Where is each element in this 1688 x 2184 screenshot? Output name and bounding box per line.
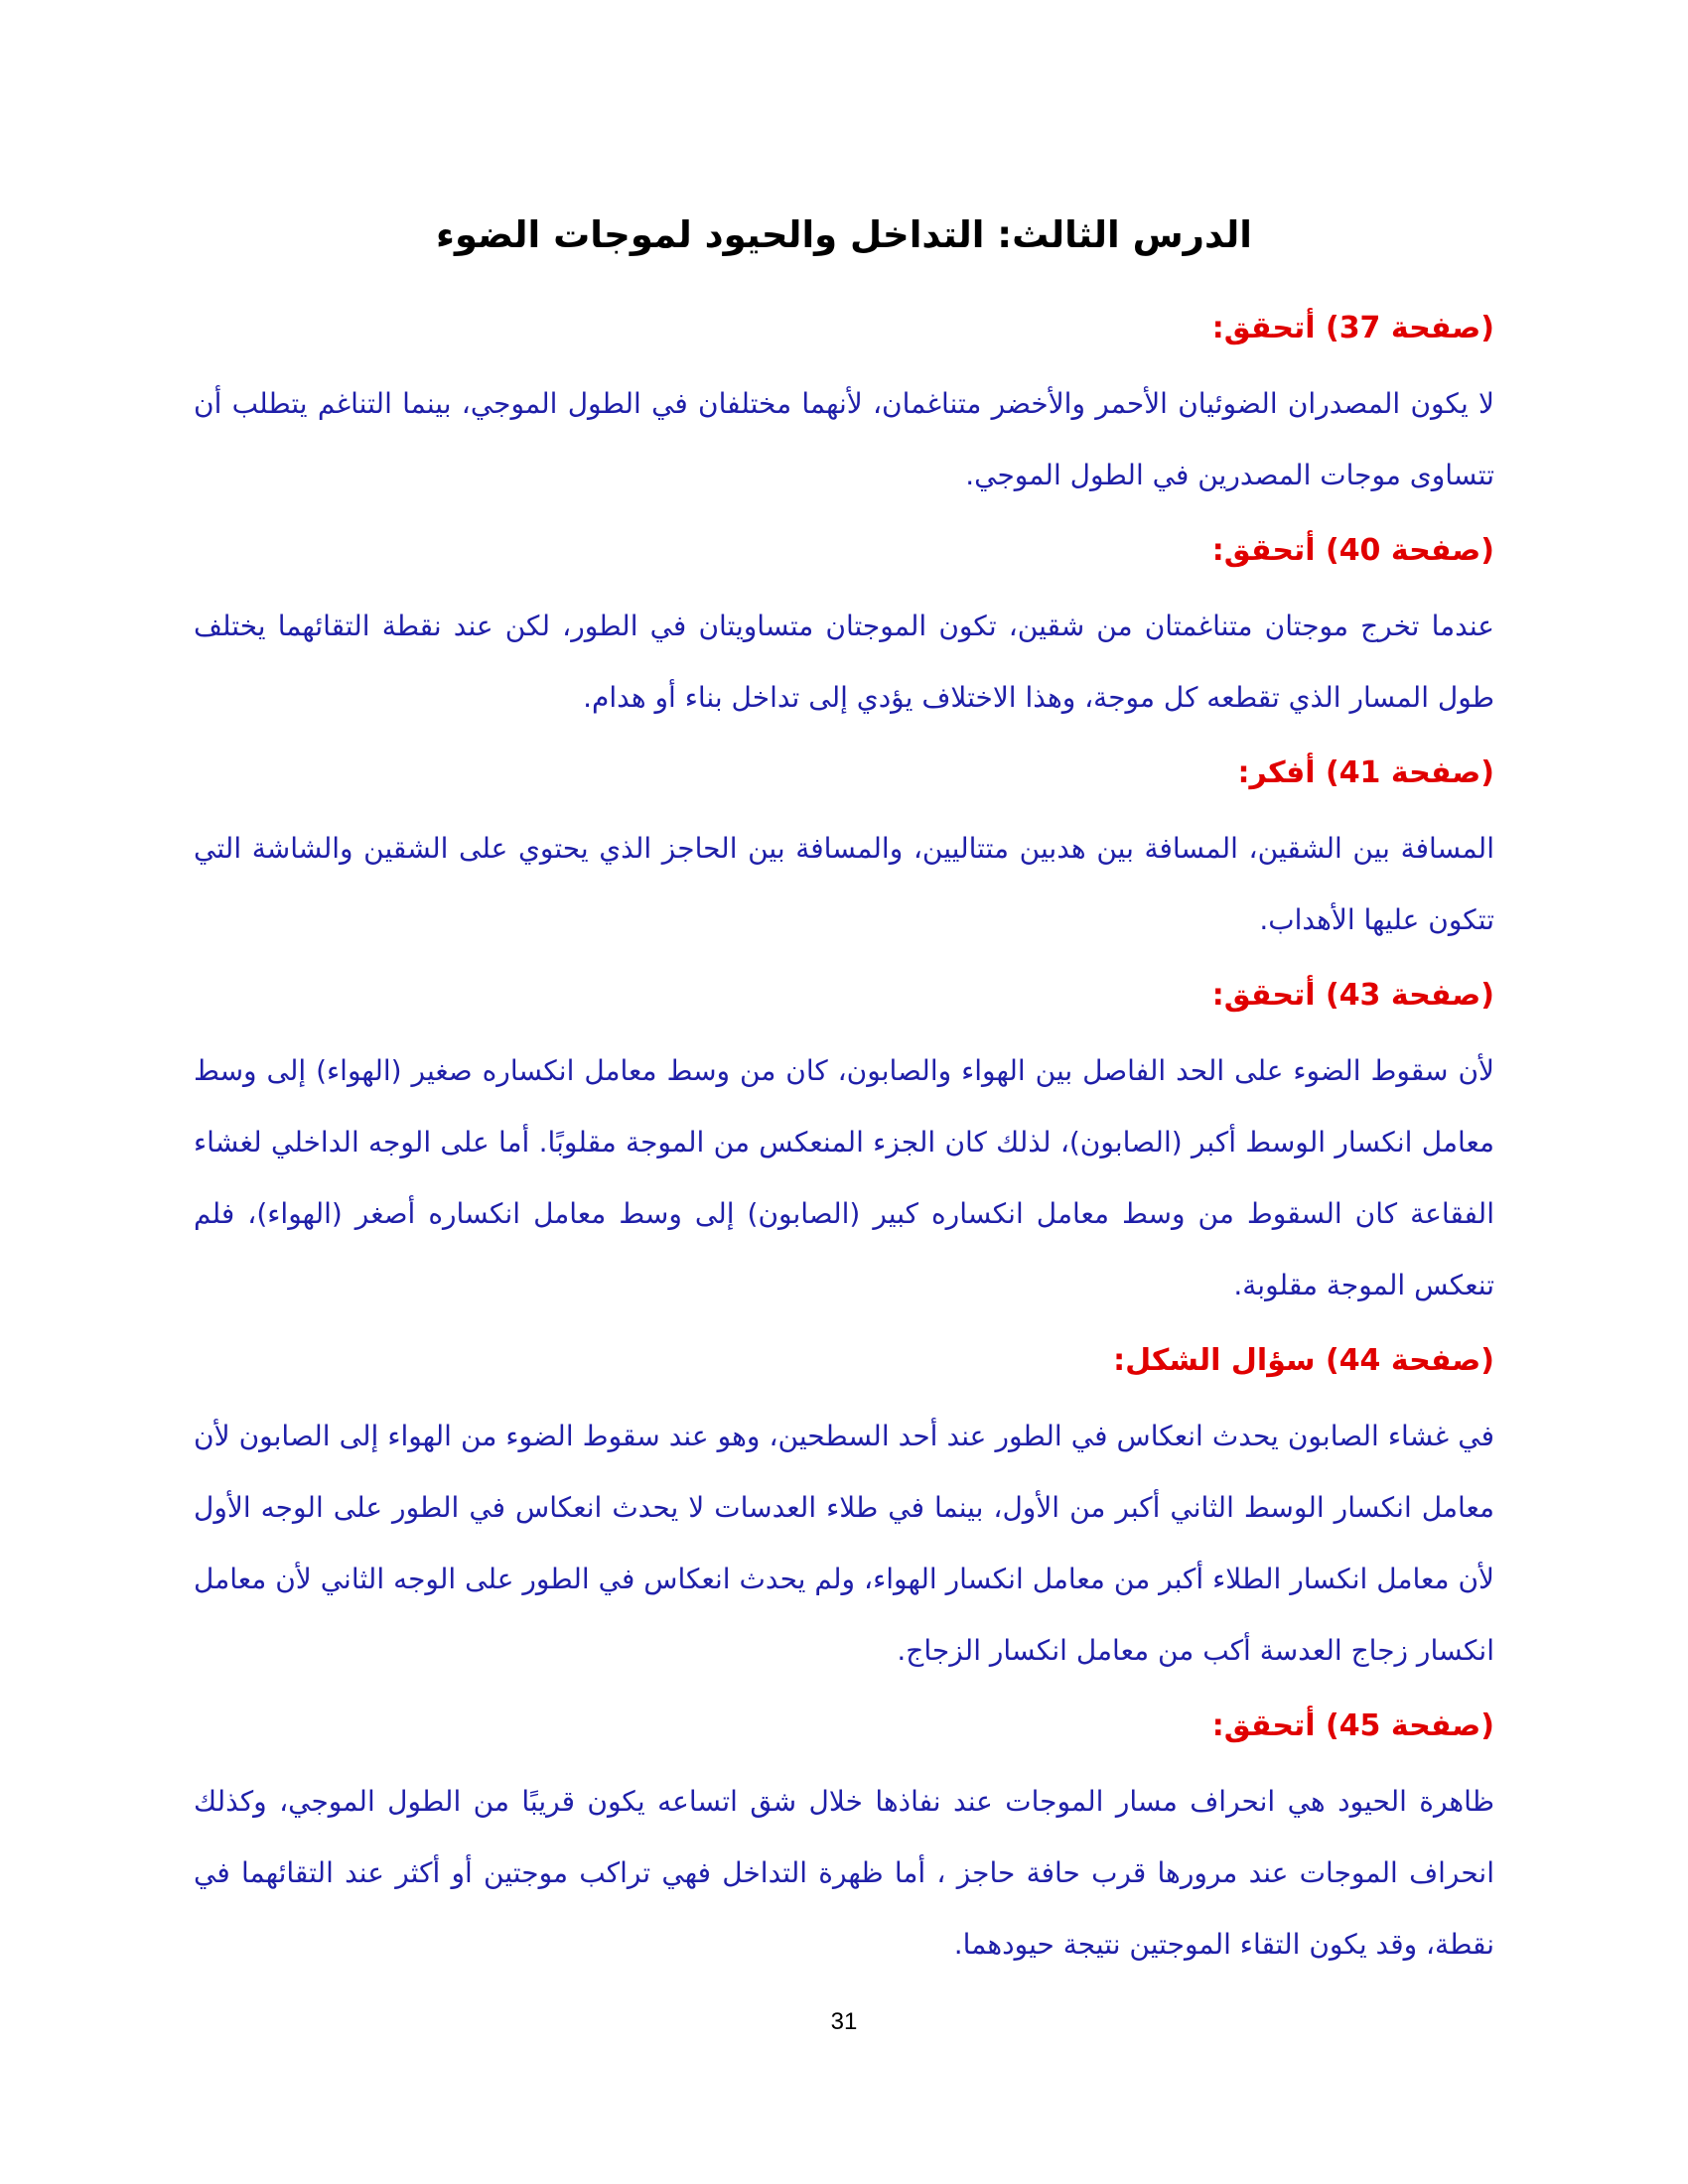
section-body: المسافة بين الشقين، المسافة بين هدبين متتاليين، والمسافة بين الحاجز الذي يحتوي على الشقين والشاشة التي تتكون عليها الأهداب. (194, 832, 1494, 936)
section-heading: (صفحة 37) أتحقق: (1211, 311, 1494, 345)
section-heading: (صفحة 41) أفكر: (1237, 755, 1494, 790)
section-heading: (صفحة 44) سؤال الشكل: (1113, 1343, 1494, 1378)
answer-section (194, 303, 1494, 511)
answer-section (194, 525, 1494, 734)
section-body: ظاهرة الحيود هي انحراف مسار الموجات عند نفاذها خلال شق اتساعه يكون قريبًا من الطول الموجي، وكذلك انحراف الموجات عند مرورها قرب حافة حاجز ، أما ظهرة التداخل فهي تراكب موجتين أو أكثر عند التقائهما في نقطة، وقد يكون التقاء الموجتين نتيجة حيودهما. (194, 1785, 1494, 1961)
answer-section (194, 748, 1494, 956)
section-body: لأن سقوط الضوء على الحد الفاصل بين الهواء والصابون، كان من وسط معامل انكساره صغير (الهواء) إلى وسط معامل انكسار الوسط أكبر (الصابون)، لذلك كان الجزء المنعكس من الموجة مقلوبًا. أما على الوجه الداخلي لغشاء الفقاعة كان السقوط من وسط معامل انكساره كبير (الصابون) إلى وسط معامل انكساره أصغر (الهواء)، فلم تنعكس الموجة مقلوبة. (194, 1054, 1494, 1301)
section-heading: (صفحة 43) أتحقق: (1211, 978, 1494, 1013)
page-number: 31 (830, 2008, 858, 2035)
answer-section (194, 970, 1494, 1321)
lesson-content (194, 303, 1494, 1994)
page-title: الدرس الثالث: التداخل والحيود لموجات الضوء (436, 213, 1252, 256)
section-body: لا يكون المصدران الضوئيان الأحمر والأخضر متناغمان، لأنهما مختلفان في الطول الموجي، بينما التناغم يتطلب أن تتساوى موجات المصدرين في الطول الموجي. (194, 387, 1494, 491)
section-body: في غشاء الصابون يحدث انعكاس في الطور عند أحد السطحين، وهو عند سقوط الضوء من الهواء إلى الصابون لأن معامل انكسار الوسط الثاني أكبر من الأول، بينما في طلاء العدسات لا يحدث انعكاس في الطور على الوجه الأول لأن معامل انكسار الطلاء أكبر من معامل انكسار الهواء، ولم يحدث انعكاس في الطور على الوجه الثاني لأن معامل انكسار زجاج العدسة أكب من معامل انكسار الزجاج. (194, 1420, 1494, 1667)
answer-section (194, 1335, 1494, 1687)
section-heading: (صفحة 40) أتحقق: (1211, 533, 1494, 568)
section-body: عندما تخرج موجتان متناغمتان من شقين، تكون الموجتان متساويتان في الطور، لكن عند نقطة التقائهما يختلف طول المسار الذي تقطعه كل موجة، وهذا الاختلاف يؤدي إلى تداخل بناء أو هدام. (194, 610, 1494, 714)
answer-section (194, 1701, 1494, 1980)
section-heading: (صفحة 45) أتحقق: (1211, 1708, 1494, 1743)
